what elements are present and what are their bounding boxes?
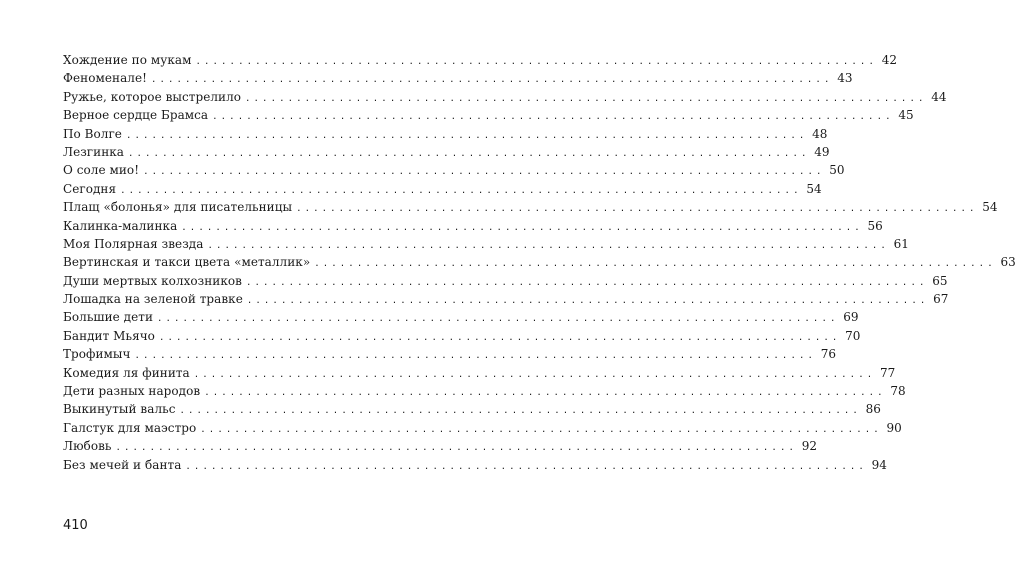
toc-dot-leader: ................................................................................: [158, 332, 841, 343]
toc-entry-title: Ружье, которое выстрелило: [63, 89, 242, 104]
toc-entry-page: 50: [829, 163, 845, 178]
toc-entry-title: Сегодня: [63, 181, 117, 196]
toc-dot-leader: ................................................................................: [125, 130, 808, 141]
toc-entry-title: Бандит Мьячо: [63, 328, 155, 343]
toc-entry: [63, 401, 881, 417]
toc-entry: [63, 328, 861, 344]
toc-entry-title: Любовь: [63, 439, 112, 454]
toc-dot-leader: ................................................................................: [314, 259, 996, 270]
toc-entry: [63, 273, 948, 289]
toc-entry-page: 76: [820, 347, 837, 362]
toc-entry-title: Без мечей и банта: [63, 457, 182, 472]
toc-entry-page: 77: [879, 365, 896, 380]
toc-dot-leader: ................................................................................: [150, 75, 833, 86]
toc-dot-leader: ................................................................................: [157, 314, 839, 325]
toc-entry-title: Души мертвых колхозников: [63, 273, 242, 288]
toc-entry-title: Трофимыч: [63, 347, 131, 362]
toc-dot-leader: ................................................................................: [200, 424, 882, 435]
toc-dot-leader: ................................................................................: [128, 148, 810, 159]
toc-entry-page: 56: [867, 218, 883, 233]
toc-entry: [63, 383, 906, 399]
toc-entry-title: Хождение по мукам: [63, 53, 192, 67]
toc-dot-leader: ................................................................................: [193, 369, 876, 380]
toc-entry: [63, 52, 897, 68]
toc-dot-leader: ................................................................................: [195, 57, 877, 67]
toc-entry: [63, 89, 947, 105]
toc-entry-title: Комедия ля финита: [63, 365, 190, 380]
toc-entry-title: Верное сердце Брамса: [63, 108, 209, 123]
toc-entry-page: 61: [893, 236, 909, 251]
toc-entry: [63, 291, 949, 307]
toc-entry: [63, 254, 1016, 270]
toc-entry-title: Моя Полярная звезда: [63, 236, 204, 251]
toc-entry-page: 78: [890, 384, 906, 399]
toc-entry: [63, 70, 853, 86]
toc-entry: [63, 365, 896, 381]
toc-entry-title: Феноменале!: [63, 71, 147, 86]
toc-dot-leader: ................................................................................: [212, 112, 894, 123]
toc-dot-leader: ................................................................................: [204, 388, 886, 399]
toc-entry-page: 63: [1000, 255, 1016, 270]
toc-entry-title: Лезгинка: [63, 144, 124, 159]
toc-dot-leader: ................................................................................: [207, 240, 889, 251]
toc-entry: [63, 236, 909, 252]
toc-entry: [63, 126, 828, 142]
toc-entry: [63, 309, 859, 325]
toc-entry: [63, 420, 902, 436]
toc-entry-page: 70: [845, 328, 861, 343]
toc-dot-leader: ................................................................................: [185, 461, 867, 472]
toc-entry-page: 48: [812, 126, 828, 141]
toc-dot-leader: ................................................................................: [143, 167, 825, 178]
toc-entry-page: 54: [982, 200, 998, 215]
toc-entry: [63, 346, 837, 362]
toc-entry-page: 67: [933, 292, 949, 307]
toc-entry: [63, 181, 822, 197]
toc-dot-leader: ................................................................................: [245, 93, 927, 104]
toc-dot-leader: ................................................................................: [115, 443, 797, 454]
toc-entry-title: По Волге: [63, 126, 122, 141]
toc-entry-page: 94: [871, 457, 887, 472]
toc-entry-page: 54: [806, 181, 822, 196]
toc-entry-title: Плащ «болонья» для писательницы: [63, 200, 293, 215]
toc-dot-leader: ................................................................................: [246, 296, 929, 307]
page-number: 410: [63, 518, 88, 533]
toc-entry-title: Выкинутый вальс: [63, 402, 176, 417]
toc-entry: [63, 107, 914, 123]
toc-entry-page: 42: [881, 53, 897, 67]
toc-entry-page: 49: [814, 144, 830, 159]
toc-entry: [63, 438, 817, 454]
toc-entry-page: 86: [865, 402, 881, 417]
toc-entry-title: Большие дети: [63, 310, 153, 325]
toc-entry-title: Калинка-малинка: [63, 218, 178, 233]
toc-dot-leader: ................................................................................: [179, 406, 861, 417]
toc-entry-page: 43: [837, 71, 853, 86]
toc-entry-title: О соле мио!: [63, 163, 140, 178]
toc-entry: [63, 457, 887, 473]
toc-entry-page: 44: [931, 89, 947, 104]
toc-dot-leader: ................................................................................: [181, 222, 863, 233]
toc-entry-page: 69: [843, 310, 859, 325]
toc-dot-leader: ................................................................................: [134, 351, 817, 362]
toc-entry: [63, 162, 845, 178]
toc-entry-page: 65: [932, 273, 948, 288]
toc-dot-leader: ................................................................................: [120, 185, 802, 196]
toc-entry-title: Вертинская и такси цвета «металлик»: [63, 255, 311, 270]
toc-dot-leader: ................................................................................: [296, 204, 978, 215]
toc-entry-page: 45: [898, 108, 914, 123]
toc-dot-leader: ................................................................................: [246, 277, 928, 288]
toc-entry: [63, 218, 883, 234]
toc-entry-page: 90: [886, 420, 902, 435]
table-of-contents: [63, 52, 1016, 475]
toc-entry-title: Лошадка на зеленой травке: [63, 292, 243, 307]
toc-entry: [63, 199, 998, 215]
toc-entry: [63, 144, 830, 160]
toc-entry-title: Дети разных народов: [63, 384, 201, 399]
toc-entry-title: Галстук для маэстро: [63, 420, 197, 435]
toc-entry-page: 92: [801, 439, 817, 454]
